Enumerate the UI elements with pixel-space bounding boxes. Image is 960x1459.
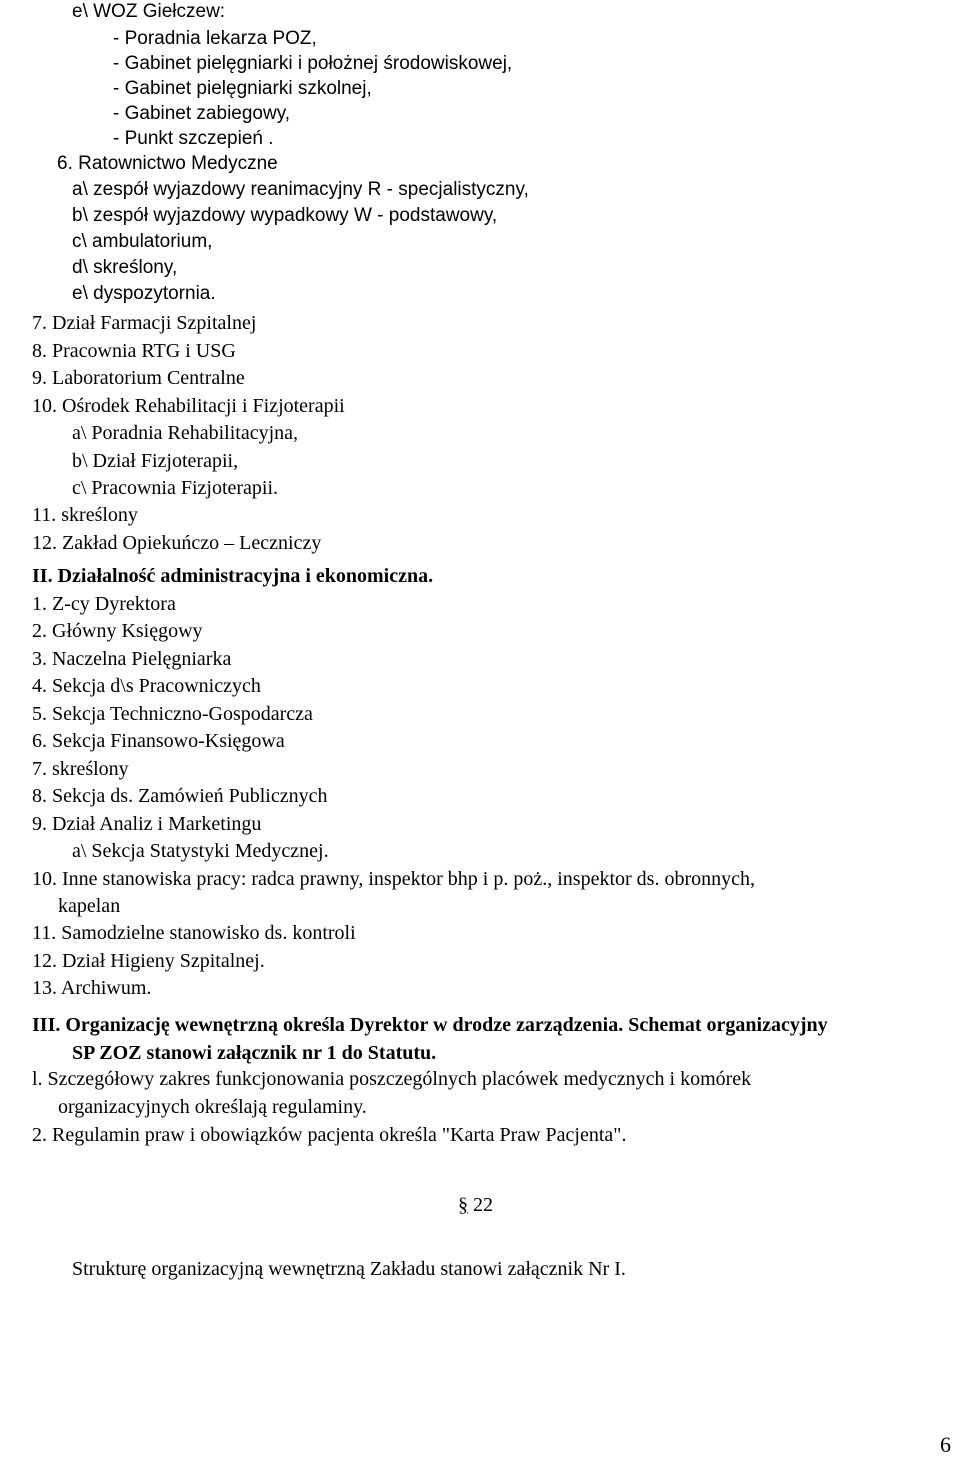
- unit-10: 10. Ośrodek Rehabilitacji i Fizjoterapii: [32, 395, 345, 417]
- ratownictwo-item: e\ dyspozytornia.: [72, 283, 216, 304]
- section-2-item-12: 12. Dział Higieny Szpitalnej.: [32, 950, 265, 972]
- unit-9: 9. Laboratorium Centralne: [32, 367, 245, 389]
- section-2-item-13: 13. Archiwum.: [32, 977, 152, 999]
- paragraph-heading: [458, 1194, 493, 1216]
- paragraph-number: 22: [473, 1194, 493, 1216]
- section-3-paragraph-1: l. Szczegółowy zakres funkcjonowania poszczególnych placówek medycznych i komórek: [32, 1068, 752, 1090]
- section-2-item: 5. Sekcja Techniczno-Gospodarcza: [32, 703, 313, 725]
- woz-item: - Gabinet pielęgniarki i położnej środowiskowej,: [113, 53, 513, 74]
- section-2-item: 7. skreślony: [32, 758, 129, 780]
- section-2-item: 6. Sekcja Finansowo-Księgowa: [32, 730, 285, 752]
- woz-item: - Gabinet zabiegowy,: [113, 103, 291, 124]
- unit-11: 11. skreślony: [32, 504, 138, 526]
- unit-8: 8. Pracownia RTG i USG: [32, 340, 236, 362]
- section-2-item-11: 11. Samodzielne stanowisko ds. kontroli: [32, 922, 356, 944]
- section-2-item: 2. Główny Księgowy: [32, 620, 203, 642]
- section-2-item: 9. Dział Analiz i Marketingu: [32, 813, 262, 835]
- ratownictwo-item: b\ zespół wyjazdowy wypadkowy W - podstawowy,: [72, 205, 498, 226]
- section-2-item: 1. Z-cy Dyrektora: [32, 593, 176, 615]
- section-3-paragraph-2: 2. Regulamin praw i obowiązków pacjenta określa "Karta Praw Pacjenta".: [32, 1124, 627, 1146]
- ratownictwo-item: a\ zespół wyjazdowy reanimacyjny R - specjalistyczny,: [72, 179, 529, 200]
- section-2-item: 8. Sekcja ds. Zamówień Publicznych: [32, 785, 328, 807]
- section-3-heading: III. Organizację wewnętrzną określa Dyrektor w drodze zarządzenia. Schemat organizacyjny: [32, 1014, 828, 1036]
- unit-10-item: a\ Poradnia Rehabilitacyjna,: [72, 422, 299, 444]
- section-2-heading: II. Działalność administracyjna i ekonomiczna.: [32, 565, 434, 587]
- woz-heading: e\ WOZ Giełczew:: [72, 1, 226, 22]
- unit-10-item: c\ Pracownia Fizjoterapii.: [72, 477, 279, 499]
- unit-12: 12. Zakład Opiekuńczo – Leczniczy: [32, 532, 322, 554]
- section-3-heading-cont: SP ZOZ stanowi załącznik nr 1 do Statutu.: [72, 1042, 437, 1064]
- ratownictwo-item: d\ skreślony,: [72, 257, 178, 278]
- ratownictwo-heading: 6. Ratownictwo Medyczne: [57, 153, 278, 174]
- unit-7: 7. Dział Farmacji Szpitalnej: [32, 312, 257, 334]
- unit-10-item: b\ Dział Fizjoterapii,: [72, 450, 239, 472]
- page-number: 6: [940, 1432, 951, 1457]
- ratownictwo-item: c\ ambulatorium,: [72, 231, 213, 252]
- section-2-item-10: 10. Inne stanowiska pracy: radca prawny, inspektor bhp i p. poż., inspektor ds. obronnych,: [32, 868, 755, 890]
- paragraph-symbol: §: [458, 1194, 468, 1216]
- woz-item: - Poradnia lekarza POZ,: [113, 28, 317, 49]
- section-2-item: 3. Naczelna Pielęgniarka: [32, 648, 232, 670]
- woz-item: - Gabinet pielęgniarki szkolnej,: [113, 78, 372, 99]
- woz-item: - Punkt szczepień .: [113, 128, 274, 149]
- paragraph-text: Strukturę organizacyjną wewnętrzną Zakładu stanowi załącznik Nr I.: [72, 1258, 626, 1280]
- section-2-item-10-cont: kapelan: [58, 895, 121, 917]
- section-3-paragraph-1-cont: organizacyjnych określają regulaminy.: [58, 1096, 367, 1118]
- section-2-item: 4. Sekcja d\s Pracowniczych: [32, 675, 261, 697]
- section-2-item-9-sub: a\ Sekcja Statystyki Medycznej.: [72, 840, 329, 862]
